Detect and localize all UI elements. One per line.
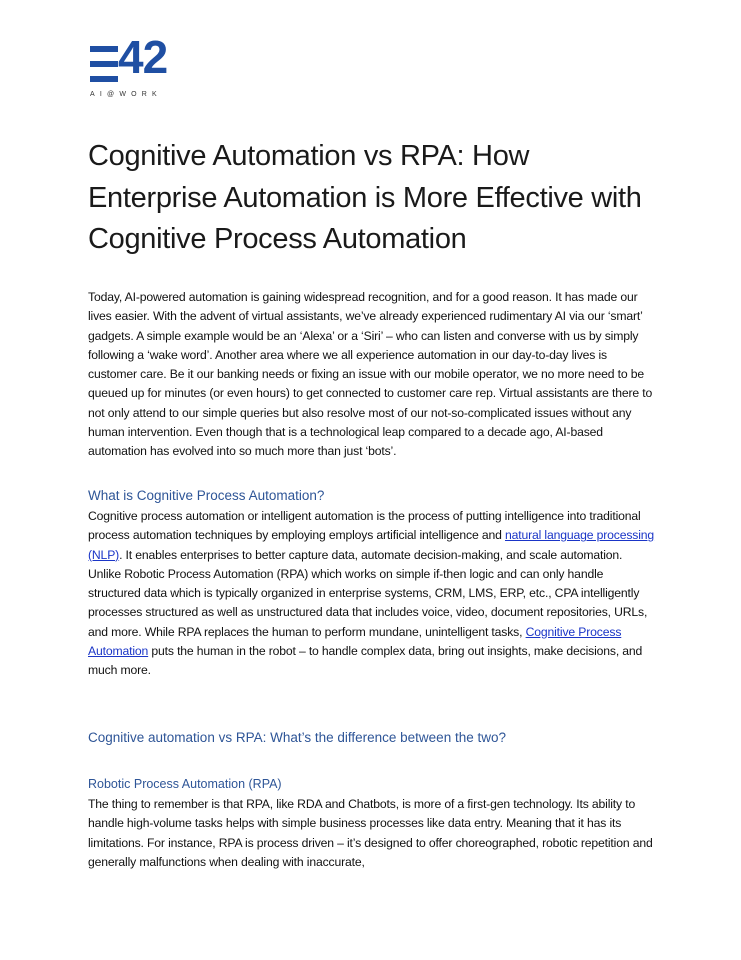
section-heading-rpa: Robotic Process Automation (RPA) bbox=[88, 777, 282, 791]
nlp-link[interactable]: natural language processing (NLP) bbox=[88, 528, 655, 562]
cpa-paragraph bbox=[88, 507, 658, 681]
e42-logo bbox=[88, 31, 188, 104]
intro-paragraph: Today, AI-powered automation is gaining widespread recognition, and for a good reason. It has made our lives easier. With the advent of virtual assistants, we’ve already experienced rudimentary AI via our ‘smart’ gadgets. A simple example would be an ‘Alexa’ or a ‘Siri’ – who can listen and converse with us by simply following a ‘wake word’. Another area where we all experience automation in our day-to-day lives is customer care. Be it our banking needs or fixing an issue with our mobile operator, we no more need to be queued up for minutes (or even hours) to get connected to customer care rep. Virtual assistants are there to not only attend to our simple queries but also resolve most of our not-so-complicated issues without any human intervention. Even though that is a technological leap compared to a decade ago, AI-based automation has evolved into so much more than just ‘bots’. bbox=[88, 290, 653, 459]
cognitive-process-automation-link[interactable]: Cognitive Process Automation bbox=[88, 624, 622, 659]
logo-tagline: AI@WORK bbox=[90, 91, 162, 98]
logo-e-bars-icon bbox=[90, 46, 118, 84]
cpa-text-1: Cognitive process automation or intelligent automation is the process of putting intelligence into traditional process automation techniques by employing employs artificial intelligence and bbox=[88, 509, 641, 543]
rpa-paragraph: The thing to remember is that RPA, like RDA and Chatbots, is more of a first-gen technology. Its ability to handle high-volume tasks helps with simple business processes like data entry. Meaning that it has its limitations. For instance, RPA is process driven – it’s designed to offer choreographed, robotic repetition and generally malfunctions when dealing with inaccurate, bbox=[88, 797, 653, 869]
cpa-text-3: puts the human in the robot – to handle complex data, bring out insights, make decisions, and much more. bbox=[88, 644, 643, 678]
section-heading-difference: Cognitive automation vs RPA: What’s the difference between the two? bbox=[88, 730, 506, 745]
cpa-text-2: . It enables enterprises to better capture data, automate decision-making, and scale automation. Unlike Robotic Process Automation (RPA) which works on simple if-then logic and can only handle structured data which is typically organized in enterprise systems, CRM, LMS, ERP, etc., CPA intelligently processes structured as well as unstructured data that includes voice, video, document repositories, URLs, and more. While RPA replaces the human to perform mundane, unintelligent tasks, bbox=[88, 547, 648, 639]
section-heading-what-is-cpa: What is Cognitive Process Automation? bbox=[88, 488, 325, 503]
page-title: Cognitive Automation vs RPA: How Enterprise Automation is More Effective with Cognitive Process Automation bbox=[88, 140, 642, 255]
logo-number: 42 bbox=[118, 31, 168, 83]
